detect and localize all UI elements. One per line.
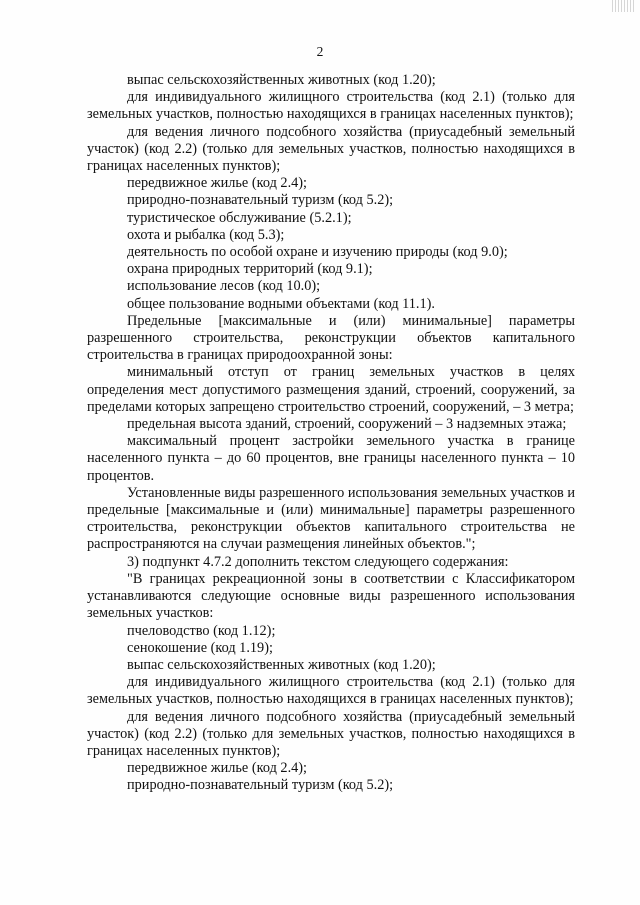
paragraph: туристическое обслуживание (5.2.1); [127,209,352,226]
paragraph: выпас сельскохозяйственных животных (код 1.20); [127,656,436,673]
scan-mark [612,0,636,12]
paragraph: 3) подпункт 4.7.2 дополнить текстом следующего содержания: [127,553,509,570]
paragraph: для индивидуального жилищного строительства (код 2.1) (только для земельных участков, полностью находящихся в границах населенных пунктов); [87,89,575,123]
paragraph: выпас сельскохозяйственных животных (код 1.20); [127,72,436,88]
paragraph: пчеловодство (код 1.12); [127,622,276,639]
paragraph: для ведения личного подсобного хозяйства (приусадебный земельный участок) (код 2.2) (только для земельных участков, полностью находящихся в границах населенных пунктов); [87,708,575,759]
paragraph: охрана природных территорий (код 9.1); [127,261,373,278]
paragraph: для ведения личного подсобного хозяйства (приусадебный земельный участок) (код 2.2) (только для земельных участков, полностью находящихся в границах населенных пунктов); [87,123,575,175]
paragraph: для индивидуального жилищного строительства (код 2.1) (только для земельных участков, полностью находящихся в границах населенных пунктов); [87,674,575,708]
document-body [87,72,575,795]
paragraph: общее пользование водными объектами (код 11.1). [127,295,435,312]
paragraph: минимальный отступ от границ земельных участков в целях определения мест допустимого размещения зданий, строений, сооружений, за пределами которых запрещено строительство строений, сооружений, – 3 метра; [87,364,575,415]
paragraph: передвижное жилье (код 2.4); [127,175,308,192]
paragraph: природно-познавательный туризм (код 5.2); [127,777,394,794]
paragraph: Предельные [максимальные и (или) минимальные] параметры разрешенного строительства, реконструкции объектов капитального строительства в границах природоохранной зоны: [87,312,575,364]
paragraph: природно-познавательный туризм (код 5.2); [127,192,394,209]
paragraph: передвижное жилье (код 2.4); [127,760,308,777]
paragraph: предельная высота зданий, строений, сооружений – 3 надземных этажа; [127,416,567,433]
paragraph: сенокошение (код 1.19); [127,639,273,656]
paragraph: максимальный процент застройки земельного участка в границе населенного пункта – до 60 процентов, вне границы населенного пункта – 10 процентов. [87,433,575,484]
paragraph: "В границах рекреационной зоны в соответствии с Классификатором устанавливаются следующие основные виды разрешенного использования земельных участков: [87,570,575,622]
paragraph: охота и рыбалка (код 5.3); [127,226,285,243]
paragraph: Установленные виды разрешенного использования земельных участков и предельные [максимальные и (или) минимальные] параметры разрешенного строительства, реконструкции объектов капитального строительства не распространяются на случаи размещения линейных объектов."; [87,484,575,553]
paragraph: деятельность по особой охране и изучению природы (код 9.0); [127,244,508,261]
page-number: 2 [316,44,324,59]
paragraph: использование лесов (код 10.0); [127,278,321,295]
